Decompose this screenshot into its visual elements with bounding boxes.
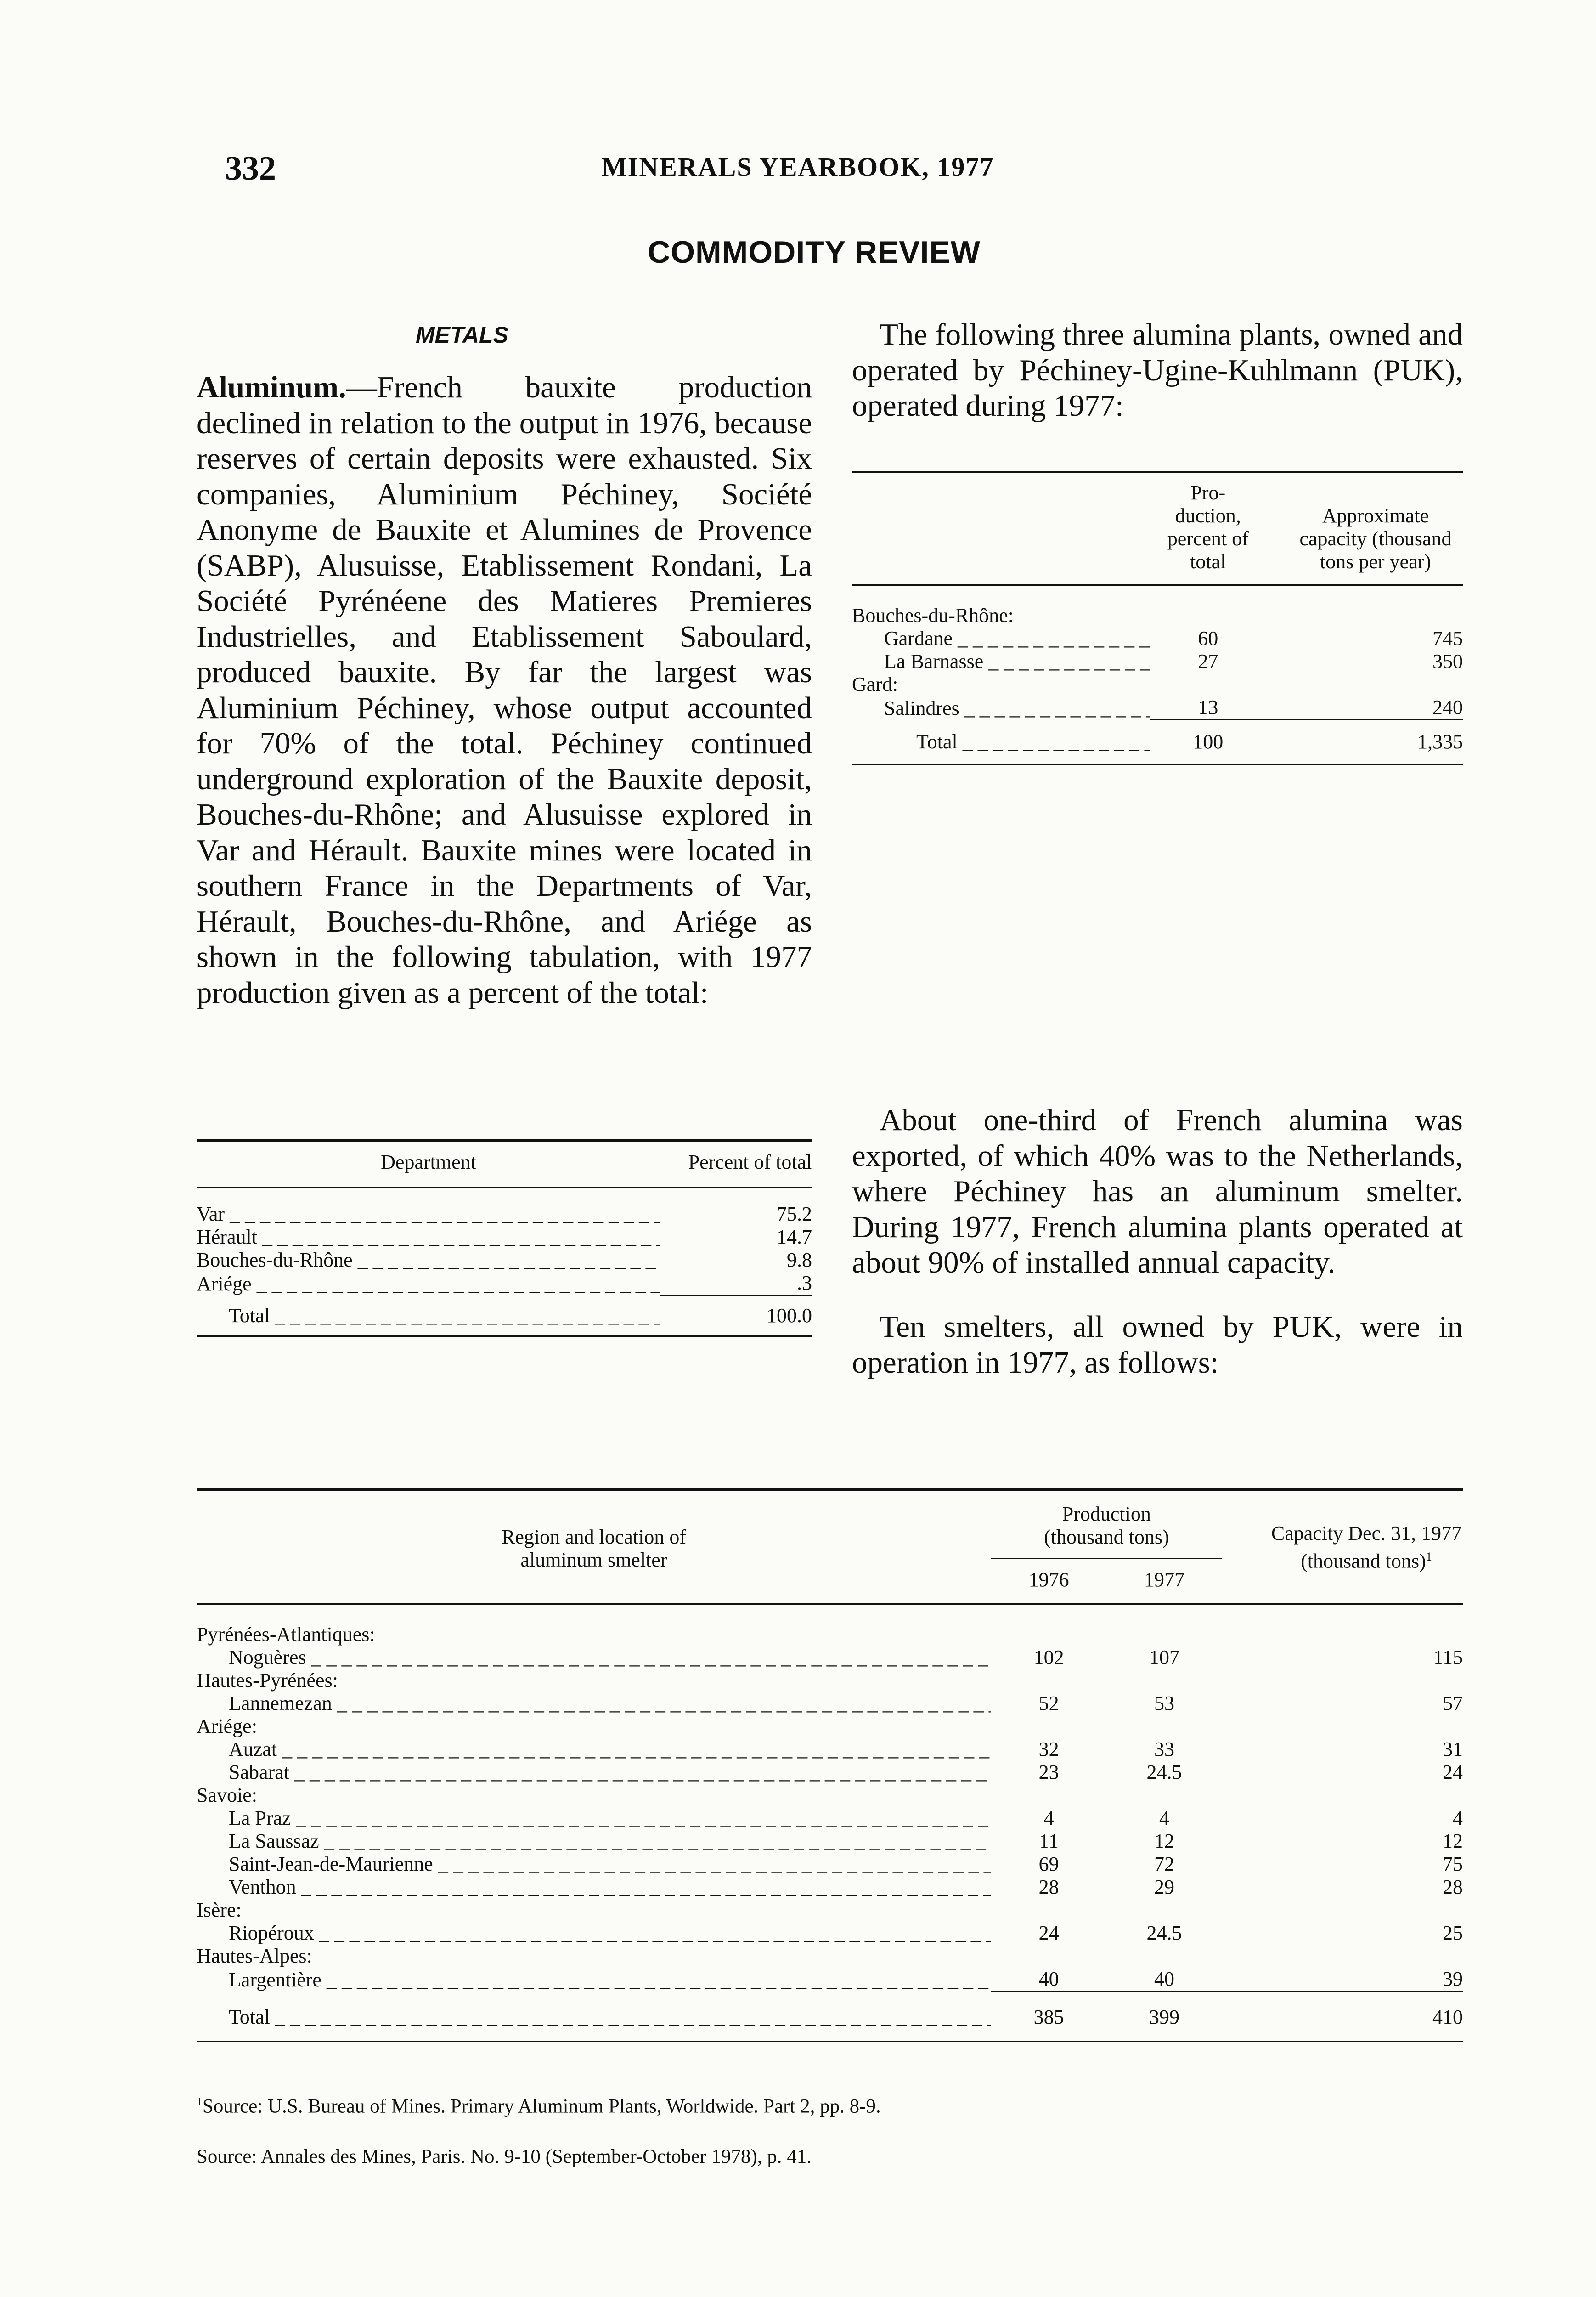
total-production: 100 <box>1150 720 1266 764</box>
row-label: Hérault _ _ _ <box>197 1226 660 1249</box>
table-row <box>197 1830 1463 1853</box>
table-header-row <box>852 472 1463 585</box>
value-1977: 29 <box>1154 1876 1174 1898</box>
total-label: Total _ _ _ <box>197 1296 660 1336</box>
aluminum-paragraph <box>197 370 812 1011</box>
value-1977: 24.5 <box>1146 1922 1182 1944</box>
table-row <box>197 1922 1463 1945</box>
table-row <box>197 1226 812 1249</box>
value-1977: 40 <box>1154 1968 1174 1990</box>
region-row <box>197 1945 1463 1968</box>
region-label: Isère: <box>197 1899 242 1921</box>
aluminum-body: —French bauxite production declined in relation to the output in 1976, because reserves of certain deposits were exhausted. Six companies, Aluminium Péchiney, Société Anonyme de Bauxite et Alumines de Provence (SABP), Alusuisse, Etablissement Rondani, La Société Pyrénéene des Matieres Premieres Industrielles, and Etablissement Saboulard, produced bauxite. By far the largest was Aluminium Péchiney, whose output accounted for 70% of the total. Péchiney continued underground exploration of the Bauxite deposit, Bouches-du-Rhône; and Alusuisse explored in Var and Hérault. Bauxite mines were located in southern France in the Departments of Var, Hérault, Bouches-du-Rhône, and Ariége as shown in the following tabulation, with 1977 production given as a percent of the total: <box>197 370 812 1010</box>
column-header-percent: Percent of total <box>688 1151 812 1173</box>
footnote-1: $^1$Source: U.S. Bureau of Mines. Primary Aluminum Plants, Worldwide. Part 2, pp. 8-9. <box>197 2095 881 2117</box>
value-1977: 107 <box>1149 1646 1179 1669</box>
value-1976: 32 <box>1038 1738 1059 1760</box>
value-1976: 40 <box>1038 1968 1059 1990</box>
column-header-1976: 1976 <box>1028 1568 1069 1591</box>
plant-name: Salindres _ _ _ <box>852 696 1150 720</box>
running-title: MINERALS YEARBOOK, 1977 <box>602 152 994 182</box>
capacity-value: 115 <box>1433 1646 1463 1669</box>
region-row <box>197 1899 1463 1922</box>
table-row <box>197 1853 1463 1876</box>
total-value: 100.0 <box>660 1296 812 1336</box>
capacity-value: 240 <box>1432 696 1463 719</box>
smelters-intro: Ten smelters, all owned by PUK, were in operation in 1977, as follows: <box>852 1310 1463 1380</box>
table-row <box>197 1692 1463 1715</box>
region-row <box>197 1623 1463 1646</box>
plant-name: La Barnasse _ _ _ <box>852 650 1150 673</box>
production-value: 60 <box>1198 627 1218 650</box>
region-row <box>197 1784 1463 1807</box>
smelter-name: La Praz _ _ _ <box>197 1807 991 1830</box>
smelter-name: Venthon _ _ _ <box>197 1876 991 1899</box>
table-row <box>197 1968 1463 1991</box>
table-row <box>197 1761 1463 1784</box>
subsection-title: METALS <box>416 322 508 348</box>
column-header-capacity: Approximate capacity (thousand tons per year) <box>1299 504 1452 573</box>
smelter-name: Auzat _ _ _ <box>197 1738 991 1761</box>
value-1976: 4 <box>1043 1807 1054 1829</box>
section-title: COMMODITY REVIEW <box>648 235 981 270</box>
table-row <box>197 1876 1463 1899</box>
value-1977: 12 <box>1154 1830 1174 1852</box>
table-row <box>197 1272 812 1296</box>
region-row <box>852 673 1463 696</box>
table-row <box>852 696 1463 720</box>
value-1976: 69 <box>1038 1853 1059 1875</box>
region-label: Bouches-du-Rhône: <box>852 604 1014 627</box>
value-1977: 72 <box>1154 1853 1174 1875</box>
source-note: Source: Annales des Mines, Paris. No. 9-10 (September-October 1978), p. 41. <box>197 2146 812 2167</box>
row-value: 14.7 <box>777 1226 812 1248</box>
column-header-capacity: Capacity Dec. 31, 1977 (thousand tons)$^1$ <box>1271 1522 1462 1573</box>
table-row <box>197 1646 1463 1669</box>
value-1977: 33 <box>1154 1738 1174 1760</box>
alumina-plants-table <box>852 471 1463 765</box>
region-label: Hautes-Alpes: <box>197 1945 312 1967</box>
region-label: Hautes-Pyrénées: <box>197 1669 338 1692</box>
value-1976: 52 <box>1038 1692 1059 1714</box>
total-1977: 399 <box>1106 1991 1222 2042</box>
smelter-name: Largentière _ _ _ <box>197 1968 991 1991</box>
capacity-value: 12 <box>1443 1830 1463 1852</box>
table-total-row <box>852 720 1463 764</box>
column-header-1977: 1977 <box>1144 1568 1184 1591</box>
region-label: Pyrénées-Atlantiques: <box>197 1623 375 1646</box>
smelter-name: Lannemezan _ _ _ <box>197 1692 991 1715</box>
smelter-table <box>197 1488 1463 2042</box>
smelter-name: Noguères _ _ _ <box>197 1646 991 1669</box>
capacity-value: 57 <box>1443 1692 1463 1714</box>
value-1976: 24 <box>1038 1922 1059 1944</box>
aluminum-lead: Aluminum. <box>197 370 346 404</box>
value-1976: 11 <box>1039 1830 1059 1852</box>
table-row <box>197 1249 812 1272</box>
total-1976: 385 <box>991 1991 1106 2042</box>
table-row <box>852 650 1463 673</box>
region-label: Ariége: <box>197 1715 257 1737</box>
table-row <box>197 1738 1463 1761</box>
smelter-name: Sabarat _ _ _ <box>197 1761 991 1784</box>
region-row <box>197 1715 1463 1738</box>
value-1976: 102 <box>1033 1646 1064 1669</box>
total-capacity: 410 <box>1222 1991 1463 2042</box>
column-header-production: Production (thousand tons) <box>991 1490 1222 1559</box>
capacity-value: 75 <box>1443 1853 1463 1875</box>
total-label: Total _ _ _ <box>852 720 1150 764</box>
capacity-value: 31 <box>1443 1738 1463 1760</box>
table-total-row <box>197 1296 812 1336</box>
region-row <box>852 604 1463 627</box>
row-value: .3 <box>797 1272 812 1294</box>
plant-name: Gardane _ _ _ <box>852 627 1150 650</box>
capacity-value: 24 <box>1443 1761 1463 1783</box>
row-label: Var _ _ _ <box>197 1203 660 1226</box>
table-header-row <box>197 1141 812 1188</box>
column-header-region: Region and location of aluminum smelter <box>501 1525 686 1571</box>
alumina-exports-paragraph: About one-third of French alumina was exported, of which 40% was to the Netherlands, where Péchiney has an aluminum smelter. During 1977, French alumina plants operated at about 90% of installed annual capacity. <box>852 1103 1463 1279</box>
production-value: 27 <box>1198 650 1218 673</box>
column-header-production: Pro- duction, percent of total <box>1167 481 1249 573</box>
footnote-mark: 1 <box>1426 1550 1432 1564</box>
capacity-value: 745 <box>1432 627 1463 650</box>
column-header-department: Department <box>381 1151 476 1173</box>
region-row <box>197 1669 1463 1692</box>
region-label: Savoie: <box>197 1784 257 1806</box>
page-number: 332 <box>225 150 276 187</box>
smelter-name: Saint-Jean-de-Maurienne _ _ _ <box>197 1853 991 1876</box>
value-1977: 24.5 <box>1146 1761 1182 1783</box>
value-1977: 53 <box>1154 1692 1174 1714</box>
row-label: Ariége _ _ _ <box>197 1272 660 1296</box>
production-value: 13 <box>1198 696 1218 719</box>
smelter-name: La Saussaz _ _ _ <box>197 1830 991 1853</box>
value-1977: 4 <box>1159 1807 1169 1829</box>
row-label: Bouches-du-Rhône _ _ _ <box>197 1249 660 1272</box>
row-value: 9.8 <box>787 1249 812 1271</box>
total-label: Total _ _ _ <box>197 1991 991 2042</box>
value-1976: 28 <box>1038 1876 1059 1898</box>
value-1976: 23 <box>1038 1761 1059 1783</box>
alumina-plants-intro: The following three alumina plants, owned and operated by Péchiney-Ugine-Kuhlmann (PUK), operated during 1977: <box>852 317 1463 423</box>
capacity-value: 4 <box>1453 1807 1463 1829</box>
bauxite-table <box>197 1139 812 1337</box>
table-row <box>852 627 1463 650</box>
smelter-name: Riopéroux _ _ _ <box>197 1922 991 1945</box>
table-header-row <box>197 1490 1463 1559</box>
capacity-value: 28 <box>1443 1876 1463 1898</box>
total-capacity: 1,335 <box>1266 720 1463 764</box>
region-label: Gard: <box>852 673 898 696</box>
table-row <box>197 1203 812 1226</box>
table-row <box>197 1807 1463 1830</box>
row-value: 75.2 <box>777 1203 812 1225</box>
capacity-value: 25 <box>1443 1922 1463 1944</box>
capacity-value: 39 <box>1443 1968 1463 1990</box>
table-total-row <box>197 1991 1463 2042</box>
capacity-value: 350 <box>1432 650 1463 673</box>
